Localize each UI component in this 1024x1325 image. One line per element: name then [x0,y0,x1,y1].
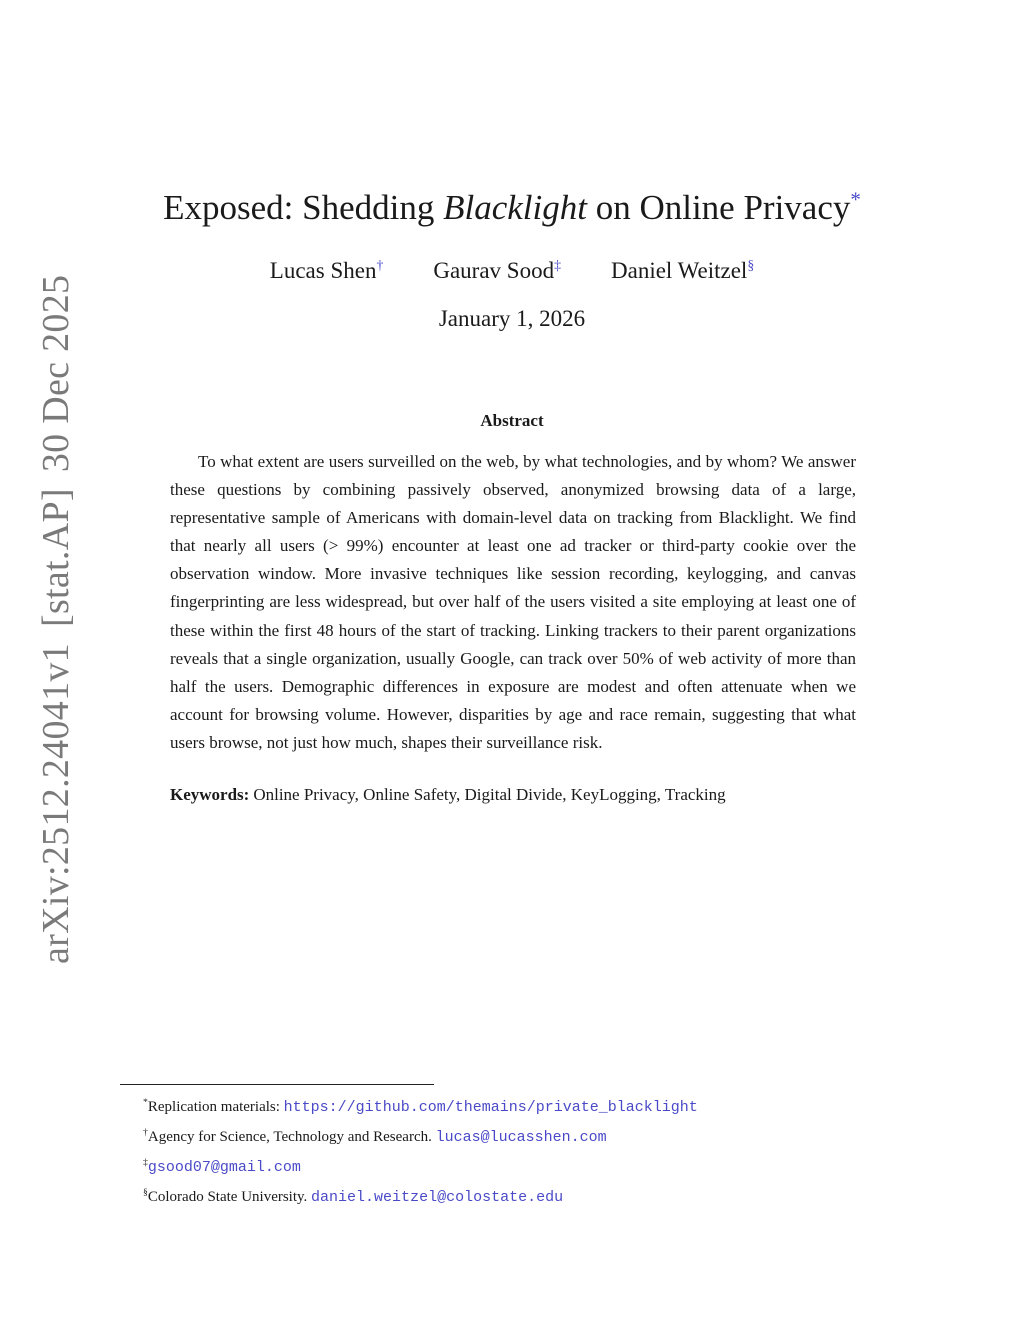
footnote-link[interactable]: gsood07@gmail.com [147,1159,301,1176]
author-footnote-mark[interactable]: ‡ [554,257,561,273]
abstract-heading: Abstract [480,411,544,430]
paper-date: January 1, 2026 [438,306,586,331]
author-shen [270,258,384,284]
author-footnote-mark[interactable]: § [747,257,755,273]
author-name: Lucas Shen [269,258,377,283]
footnote-replication [143,1099,698,1116]
footnote-weitzel [143,1189,563,1206]
author-footnote-mark[interactable]: † [376,257,384,273]
footnote-mark: ‡ [143,1157,148,1168]
footnote-mark: † [143,1127,148,1138]
footnote-mark: * [143,1097,148,1108]
footnote-shen [143,1129,607,1146]
arxiv-stamp [34,259,78,964]
arxiv-date: 30 Dec 2025 [35,274,77,473]
arxiv-category: [stat.AP] [35,488,77,628]
footnote-link[interactable]: https://github.com/themains/private_blacklight [283,1099,698,1116]
footnote-link[interactable]: daniel.weitzel@colostate.edu [311,1189,564,1206]
footnote-text: Agency for Science, Technology and Research. [147,1129,436,1145]
footnote-sood [143,1159,301,1176]
footnote-rule [120,1084,434,1085]
footnote-mark: § [143,1187,148,1198]
title-italic: Blacklight [443,188,587,227]
title-part2: on Online Privacy [586,188,851,227]
keywords [170,785,860,805]
abstract-text: To what extent are users surveilled on the web, by what technologies, and by whom? We answer these questions by combining passively observed, anonymized browsing data of a large, representative sample of Americans with domain-level data on tracking from Blacklight. We find that nearly all users (> 99%) encounter at least one ad tracker or third-party cookie over the observation window. More invasive techniques like session recording, keylogging, and canvas fingerprinting are less widespread, but over half of the users visited a site employing at least one of these within the first 48 hours of the start of tracking. Linking trackers to their parent organizations reveals that a single organization, usually Google, can track over 50% of web activity of more than half the users. Demographic differences in exposure are modest and often attenuate when we account for browsing volume. However, disparities by age and race remain, suggesting that what users browse, not just how much, shapes their surveillance risk. [170,452,856,752]
keywords-label: Keywords: [170,785,250,804]
author-name: Daniel Weitzel [611,258,748,283]
arxiv-id: arXiv:2512.24041v1 [35,643,77,964]
keywords-text: Online Privacy, Online Safety, Digital Divide, KeyLogging, Tracking [253,785,726,804]
paper-title [0,188,1024,228]
author-sood [433,258,561,284]
footnote-text: Colorado State University. [147,1189,312,1205]
footnote-link[interactable]: lucas@lucasshen.com [435,1129,607,1146]
author-list [0,258,1024,284]
author-name: Gaurav Sood [433,258,555,283]
footnote-text: Replication materials: [147,1099,284,1115]
title-part1: Exposed: Shedding [163,188,444,227]
title-footnote-mark[interactable]: * [850,187,861,212]
author-weitzel [611,258,754,284]
